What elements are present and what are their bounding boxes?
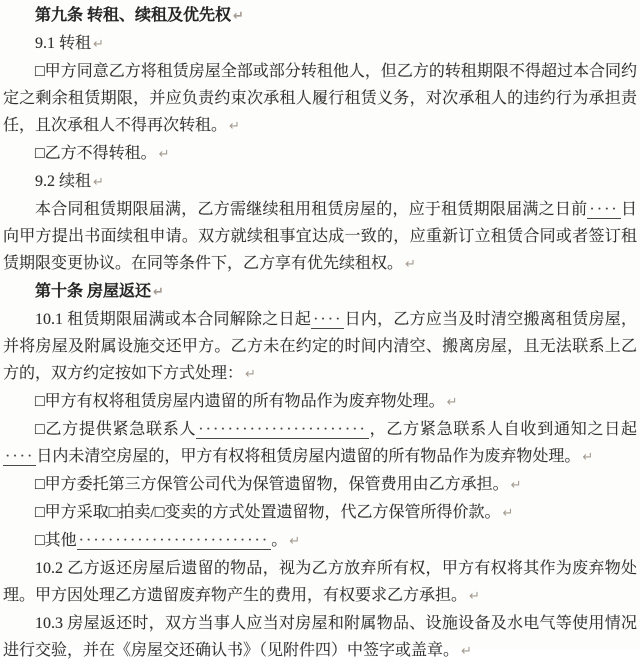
article-9-heading — [3, 2, 637, 30]
clause-10-1-text — [3, 306, 637, 388]
fill-in-blank: ···· — [313, 311, 343, 328]
paragraph-return-mark: ↵ — [153, 285, 164, 300]
paragraph-return-mark: ↵ — [446, 395, 458, 410]
text-run: □甲方同意乙方将租赁房屋全部或部分转租他人，但乙方的转租期限不得超过本合同约定之剩余租赁期限，并应负责约束次承租人履行租赁义务，对次承租人的违约行为承担责任，且次承租人不得再次转租。 — [3, 63, 637, 134]
text-run: 10.2 乙方返还房屋后遗留的物品，视为乙方放弃所有权，甲方有权将其作为废弃物处理。甲方因处理乙方遗留废弃物产生的费用，有权要求乙方承担。 — [3, 560, 637, 604]
fill-in-blank: ······················· — [198, 421, 367, 438]
paragraph-return-mark: ↵ — [229, 119, 240, 134]
text-run: □其他 — [35, 532, 77, 549]
clause-10-3-text — [3, 610, 637, 665]
paragraph-return-mark: ↵ — [502, 506, 514, 521]
document-body — [3, 2, 637, 665]
paragraph-return-mark: ↵ — [245, 367, 256, 382]
text-run: 9.1 转租 — [35, 35, 92, 52]
paragraph-return-mark: ↵ — [582, 450, 594, 465]
clause-10-1-option-other — [3, 527, 637, 555]
text-run: □乙方不得转租。 — [35, 145, 157, 162]
fill-in-blank: ···· — [5, 448, 35, 465]
paragraph-return-mark: ↵ — [289, 534, 301, 549]
text-run: 日内未清空房屋的，甲方有权将租赁房屋内遗留的所有物品作为废弃物处理。 — [36, 448, 581, 465]
fill-in-blank: ·························· — [78, 532, 270, 549]
clause-9-2-text — [3, 196, 637, 278]
article-10-heading — [3, 278, 637, 306]
text-run: □甲方采取□拍卖/□变卖的方式处置遗留物，代乙方保管所得价款。 — [35, 504, 501, 521]
text-run: 第十条 房屋返还 — [35, 283, 152, 300]
paragraph-return-mark: ↵ — [158, 147, 170, 162]
clause-9-1-label — [3, 30, 637, 58]
text-run: □甲方有权将租赁房屋内遗留的所有物品作为废弃物处理。 — [35, 393, 445, 410]
paragraph-return-mark: ↵ — [93, 175, 104, 190]
text-run: 日向甲方提出书面续租申请。双方就续租事宜达成一致的，应重新订立租赁合同或者签订租赁期限变更协议。在同等条件下，乙方享有优先续租权。 — [3, 201, 637, 272]
text-run: 第九条 转租、续租及优先权 — [35, 7, 232, 24]
clause-10-1-option-discard — [3, 388, 637, 416]
clause-10-2-text — [3, 555, 637, 610]
paragraph-return-mark: ↵ — [510, 478, 522, 493]
text-run: 本合同租赁期限届满，乙方需继续租用租赁房屋的，应于租赁期限届满之日前 — [35, 201, 588, 218]
paragraph-return-mark: ↵ — [469, 589, 480, 604]
fill-in-blank: ···· — [589, 201, 619, 218]
paragraph-return-mark: ↵ — [233, 9, 244, 24]
text-run: ，乙方紧急联系人自收到通知之日起 — [368, 421, 637, 438]
text-run: 10.3 房屋返还时，双方当事人应当对房屋和附属物品、设施设备及水电气等使用情况进行交验，并在《房屋交还确认书》（见附件四）中签字或盖章。 — [3, 615, 637, 659]
text-run: □乙方提供紧急联系人 — [35, 421, 197, 438]
paragraph-return-mark: ↵ — [93, 37, 104, 52]
clause-10-1-option-auction — [3, 499, 637, 527]
clause-10-1-option-custodian — [3, 471, 637, 499]
paragraph-return-mark: ↵ — [461, 644, 472, 659]
clause-9-1-option-no-sublet — [3, 140, 637, 168]
text-run: 9.2 续租 — [35, 173, 92, 190]
clause-9-2-label — [3, 168, 637, 196]
text-run: 10.1 租赁期限届满或本合同解除之日起 — [35, 311, 312, 328]
text-run: 日内，乙方应当及时清空搬离租赁房屋，并将房屋及附属设施交还甲方。乙方未在约定的时间内清空、搬离房屋，且无法联系上乙方的，双方约定按如下方式处理： — [3, 311, 637, 382]
paragraph-return-mark: ↵ — [405, 257, 416, 272]
clause-10-1-option-emergency-contact — [3, 416, 637, 471]
text-run: □甲方委托第三方保管公司代为保管遗留物，保管费用由乙方承担。 — [35, 476, 509, 493]
clause-9-1-option-landlord-consent — [3, 58, 637, 140]
text-run: 。 — [271, 532, 288, 549]
